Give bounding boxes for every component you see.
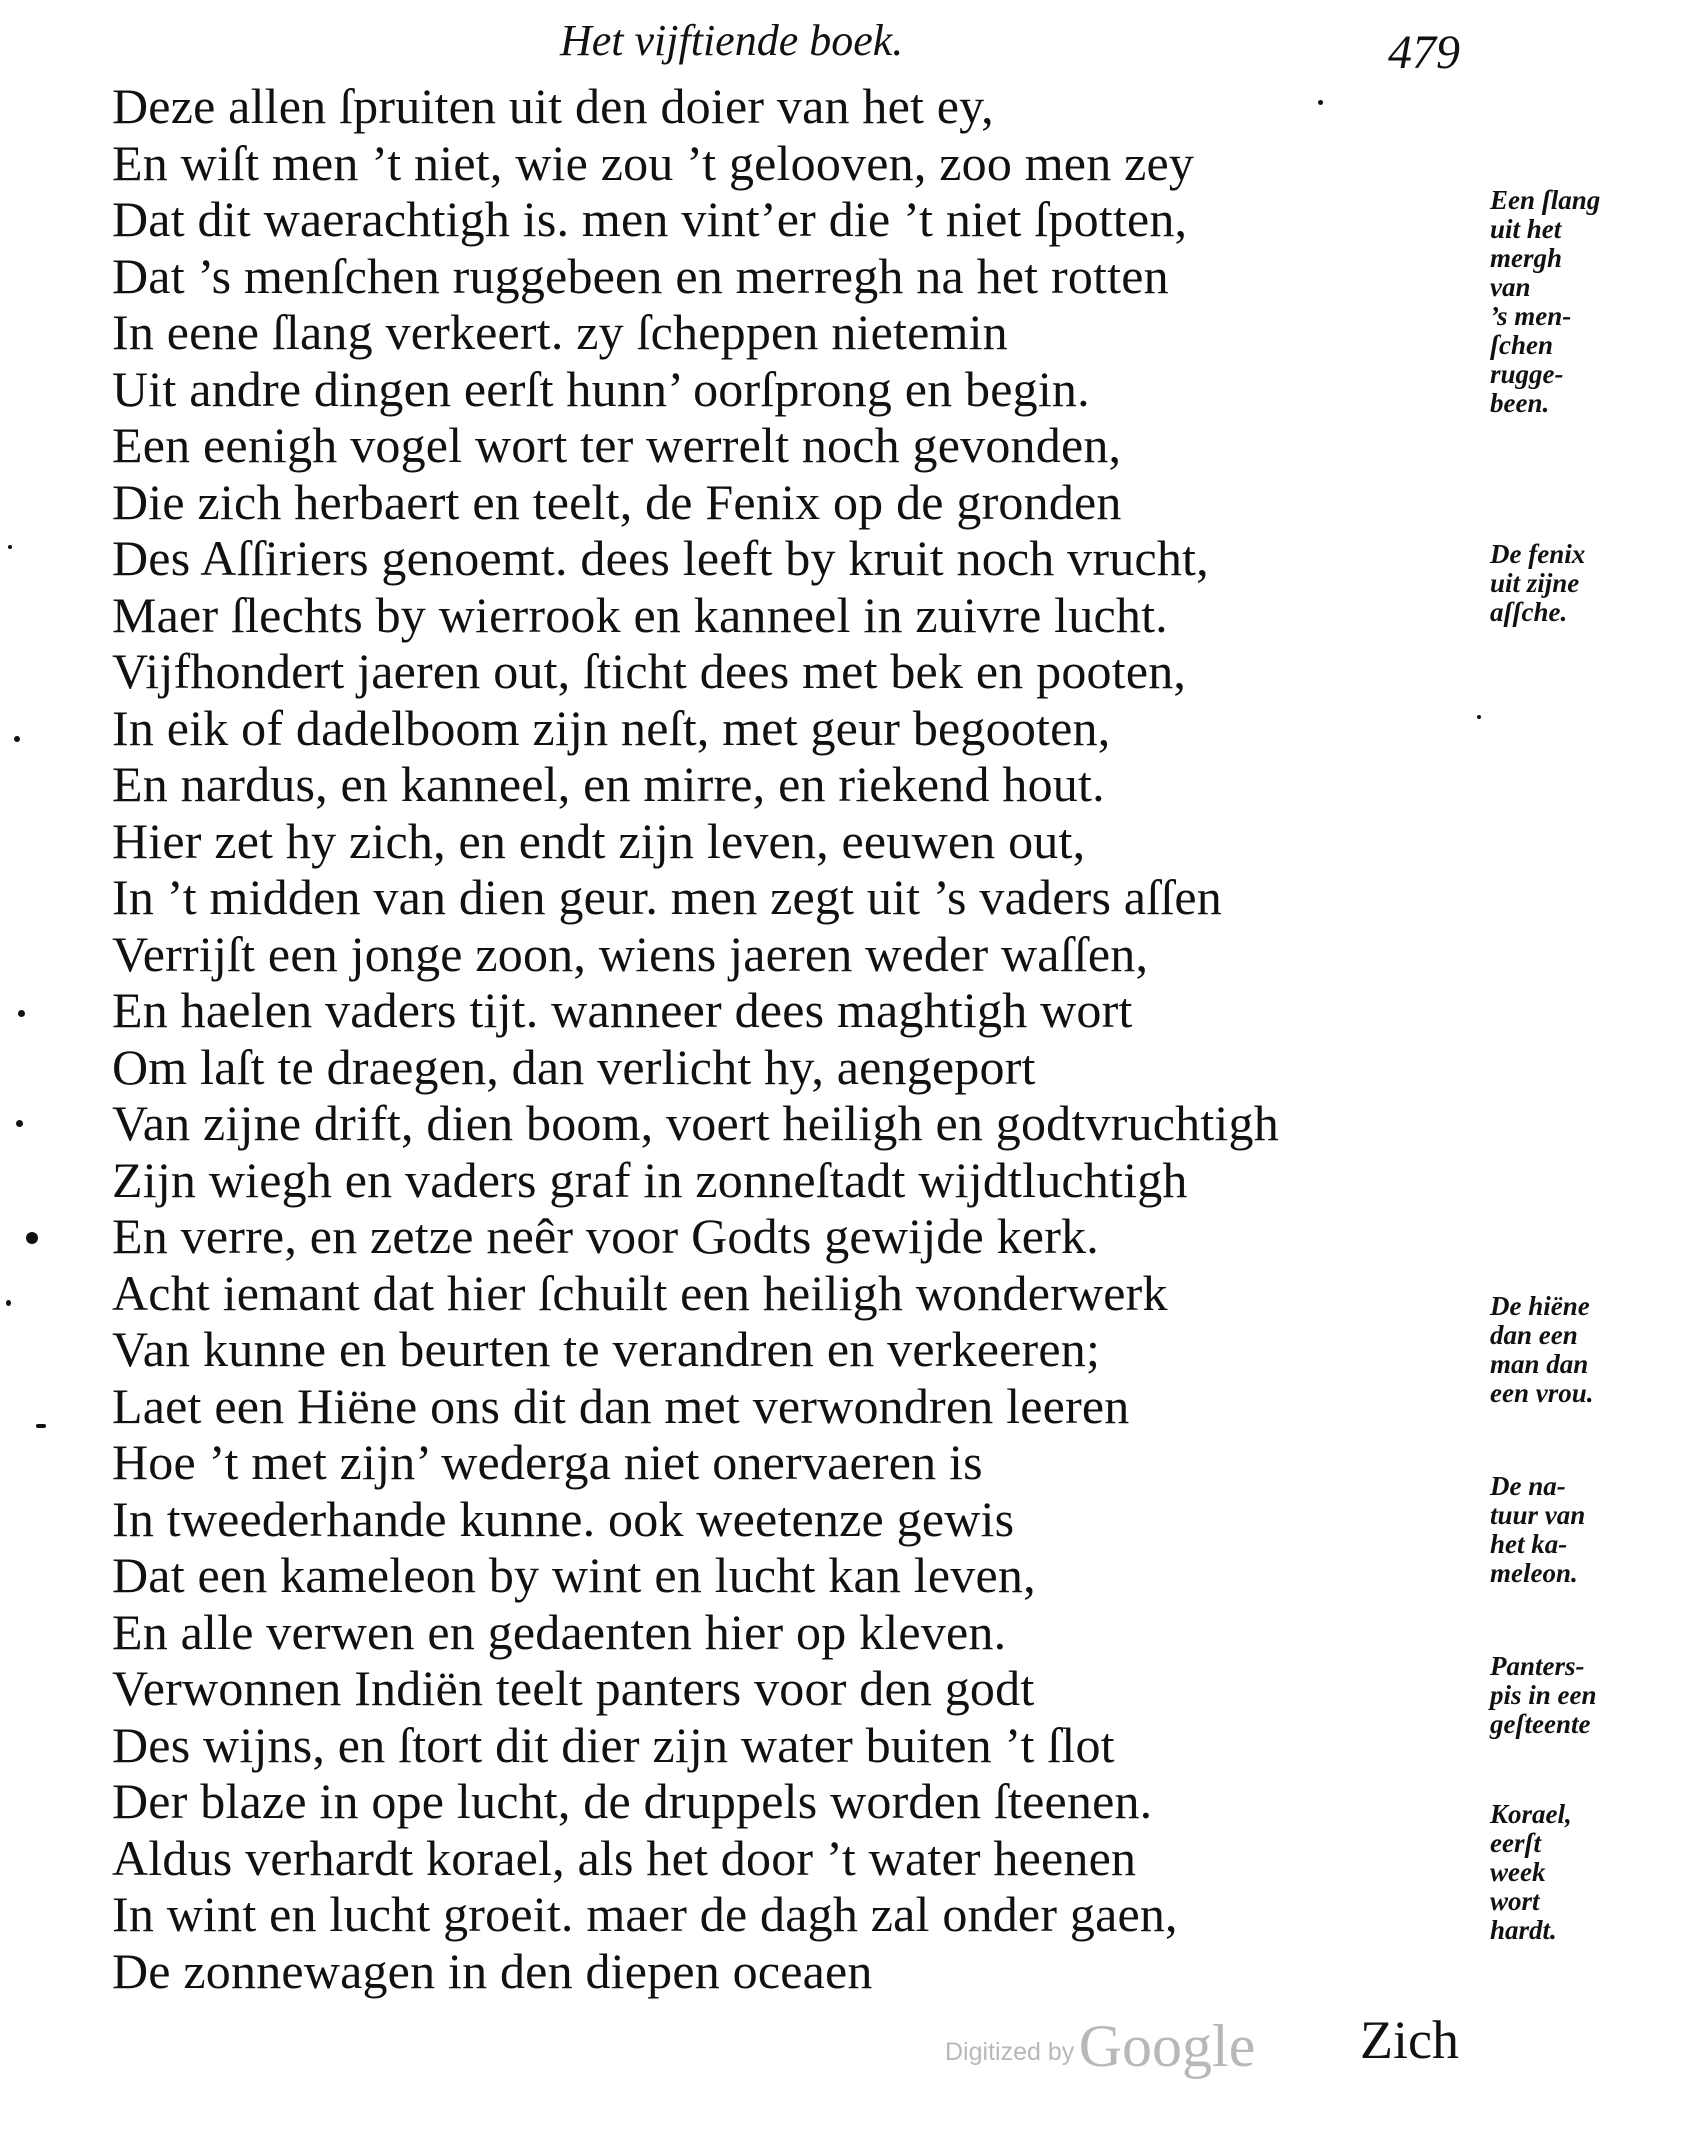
margin-note-line: tuur van	[1490, 1500, 1586, 1530]
verse-line: Der blaze in ope lucht, de druppels worden ſteenen.	[112, 1773, 1153, 1829]
verse-line: Laet een Hiëne ons dit dan met verwondren leeren	[112, 1377, 1130, 1434]
running-head: Het vijftiende boek.	[560, 16, 904, 65]
margin-note-line: Een ſlang	[1490, 185, 1601, 215]
margin-note-line: een vrou.	[1490, 1378, 1594, 1408]
margin-note-line: meleon.	[1490, 1558, 1578, 1588]
margin-note-line: man dan	[1490, 1349, 1589, 1379]
ink-speck	[26, 1232, 38, 1244]
margin-note-serpent	[1490, 186, 1690, 418]
margin-note-line: pis in een	[1490, 1680, 1597, 1710]
margin-note-line: dan een	[1490, 1320, 1578, 1350]
verse-line: Van zijne drift, dien boom, voert heiligh en godtvruchtigh	[112, 1095, 1279, 1151]
verse-line: En wiſt men ’t niet, wie zou ’t gelooven, zoo men zey	[112, 134, 1195, 191]
verse-line: Aldus verhardt korael, als het door ’t water heenen	[112, 1829, 1137, 1886]
verse-line: Zijn wiegh en vaders graf in zonneſtadt wijdtluchtigh	[112, 1151, 1188, 1208]
verse-line: Verrijſt een jonge zoon, wiens jaeren weder waſſen,	[112, 925, 1149, 982]
ink-speck	[1477, 715, 1481, 719]
verse-line: Van kunne en beurten te verandren en verkeeren;	[112, 1321, 1101, 1377]
verse-line: Om laſt te draegen, dan verlicht hy, aengeport	[112, 1038, 1036, 1095]
margin-note-phoenix	[1490, 540, 1690, 627]
verse-line: En nardus, en kanneel, en mirre, en riekend hout.	[112, 756, 1105, 812]
verse-line: Maer ſlechts by wierrook en kanneel in zuivre lucht.	[112, 586, 1168, 643]
margin-note-line: De fenix	[1490, 539, 1586, 569]
verse-line: Deze allen ſpruiten uit den doier van het ey,	[112, 78, 994, 134]
verse-line: Uit andre dingen eerſt hunn’ oorſprong en begin.	[112, 360, 1090, 417]
margin-note-line: hardt.	[1490, 1915, 1557, 1945]
verse-line: Dat een kameleon by wint en lucht kan leven,	[112, 1547, 1036, 1603]
verse-line: De zonnewagen in den diepen oceaen	[112, 1942, 873, 1999]
ink-speck	[16, 1120, 23, 1127]
digitized-watermark	[945, 2012, 1255, 2081]
verse-line: Verwonnen Indiën teelt panters voor den godt	[112, 1660, 1035, 1716]
margin-note-line: Panters-	[1490, 1651, 1585, 1681]
margin-note-line: De hiëne	[1490, 1291, 1590, 1321]
margin-note-line: het ka-	[1490, 1529, 1568, 1559]
ink-speck	[18, 1010, 25, 1017]
margin-note-line: eerſt	[1490, 1828, 1541, 1858]
verse-line: Een eenigh vogel wort ter werrelt noch gevonden,	[112, 417, 1122, 473]
verse-line: In wint en lucht groeit. maer de dagh zal onder gaen,	[112, 1886, 1178, 1942]
margin-note-hyena	[1490, 1292, 1690, 1408]
margin-note-line: De na-	[1490, 1471, 1566, 1501]
ink-speck	[1318, 100, 1323, 105]
margin-note-line: uit zijne	[1490, 568, 1580, 598]
verse-line: Des wijns, en ſtort dit dier zijn water buiten ’t ſlot	[112, 1716, 1115, 1773]
margin-note-line: week	[1490, 1857, 1546, 1887]
verse-line: Hoe ’t met zijn’ wederga niet onervaeren is	[112, 1434, 983, 1490]
margin-note-line: wort	[1490, 1886, 1540, 1916]
verse-line: Des Aſſiriers genoemt. dees leeft by kruit noch vrucht,	[112, 530, 1209, 586]
catchword: Zich	[1360, 2010, 1459, 2070]
ink-speck	[8, 545, 12, 549]
margin-note-line: van	[1490, 272, 1531, 302]
page-number: 479	[1388, 26, 1460, 79]
verse-line: En verre, en zetze neêr voor Godts gewijde kerk.	[112, 1208, 1099, 1264]
margin-note-chameleon	[1490, 1472, 1690, 1588]
watermark-prefix: Digitized by	[945, 2038, 1075, 2066]
ink-speck	[36, 1424, 46, 1428]
margin-note-coral	[1490, 1800, 1690, 1945]
margin-note-line: rugge-	[1490, 359, 1564, 389]
margin-note-line: ſchen	[1490, 330, 1553, 360]
margin-note-line: ’s men-	[1490, 301, 1572, 331]
verse-line: In ’t midden van dien geur. men zegt uit ’s vaders aſſen	[112, 869, 1222, 925]
verse-line: Hier zet hy zich, en endt zijn leven, eeuwen out,	[112, 812, 1086, 869]
verse-line: In eene ſlang verkeert. zy ſcheppen nietemin	[112, 304, 1008, 360]
verse-line: Die zich herbaert en teelt, de Fenix op de gronden	[112, 473, 1122, 530]
margin-note-line: geſteente	[1490, 1709, 1591, 1739]
google-logo: Google	[1078, 2013, 1256, 2079]
verse-line: En alle verwen en gedaenten hier op kleven.	[112, 1603, 1007, 1660]
margin-note-line: aſſche.	[1490, 597, 1568, 627]
margin-note-line: uit het	[1490, 214, 1562, 244]
verse-line: Dat ’s menſchen ruggebeen en merregh na het rotten	[112, 247, 1169, 304]
verse-line: Vijfhondert jaeren out, ſticht dees met bek en pooten,	[112, 643, 1187, 699]
ink-speck	[14, 736, 20, 742]
margin-note-line: Korael,	[1490, 1799, 1572, 1829]
verse-block	[112, 78, 1502, 1999]
margin-note-line: been.	[1490, 388, 1550, 418]
margin-note-panther	[1490, 1652, 1690, 1739]
verse-line: Acht iemant dat hier ſchuilt een heiligh wonderwerk	[112, 1264, 1168, 1321]
verse-line: In eik of dadelboom zijn neſt, met geur begooten,	[112, 699, 1111, 756]
verse-line: Dat dit waerachtigh is. men vint’er die ’t niet ſpotten,	[112, 191, 1188, 247]
verse-line: In tweederhande kunne. ook weetenze gewis	[112, 1490, 1015, 1547]
verse-line: En haelen vaders tijt. wanneer dees maghtigh wort	[112, 982, 1133, 1038]
margin-note-line: mergh	[1490, 243, 1563, 273]
ink-speck	[6, 1300, 11, 1306]
